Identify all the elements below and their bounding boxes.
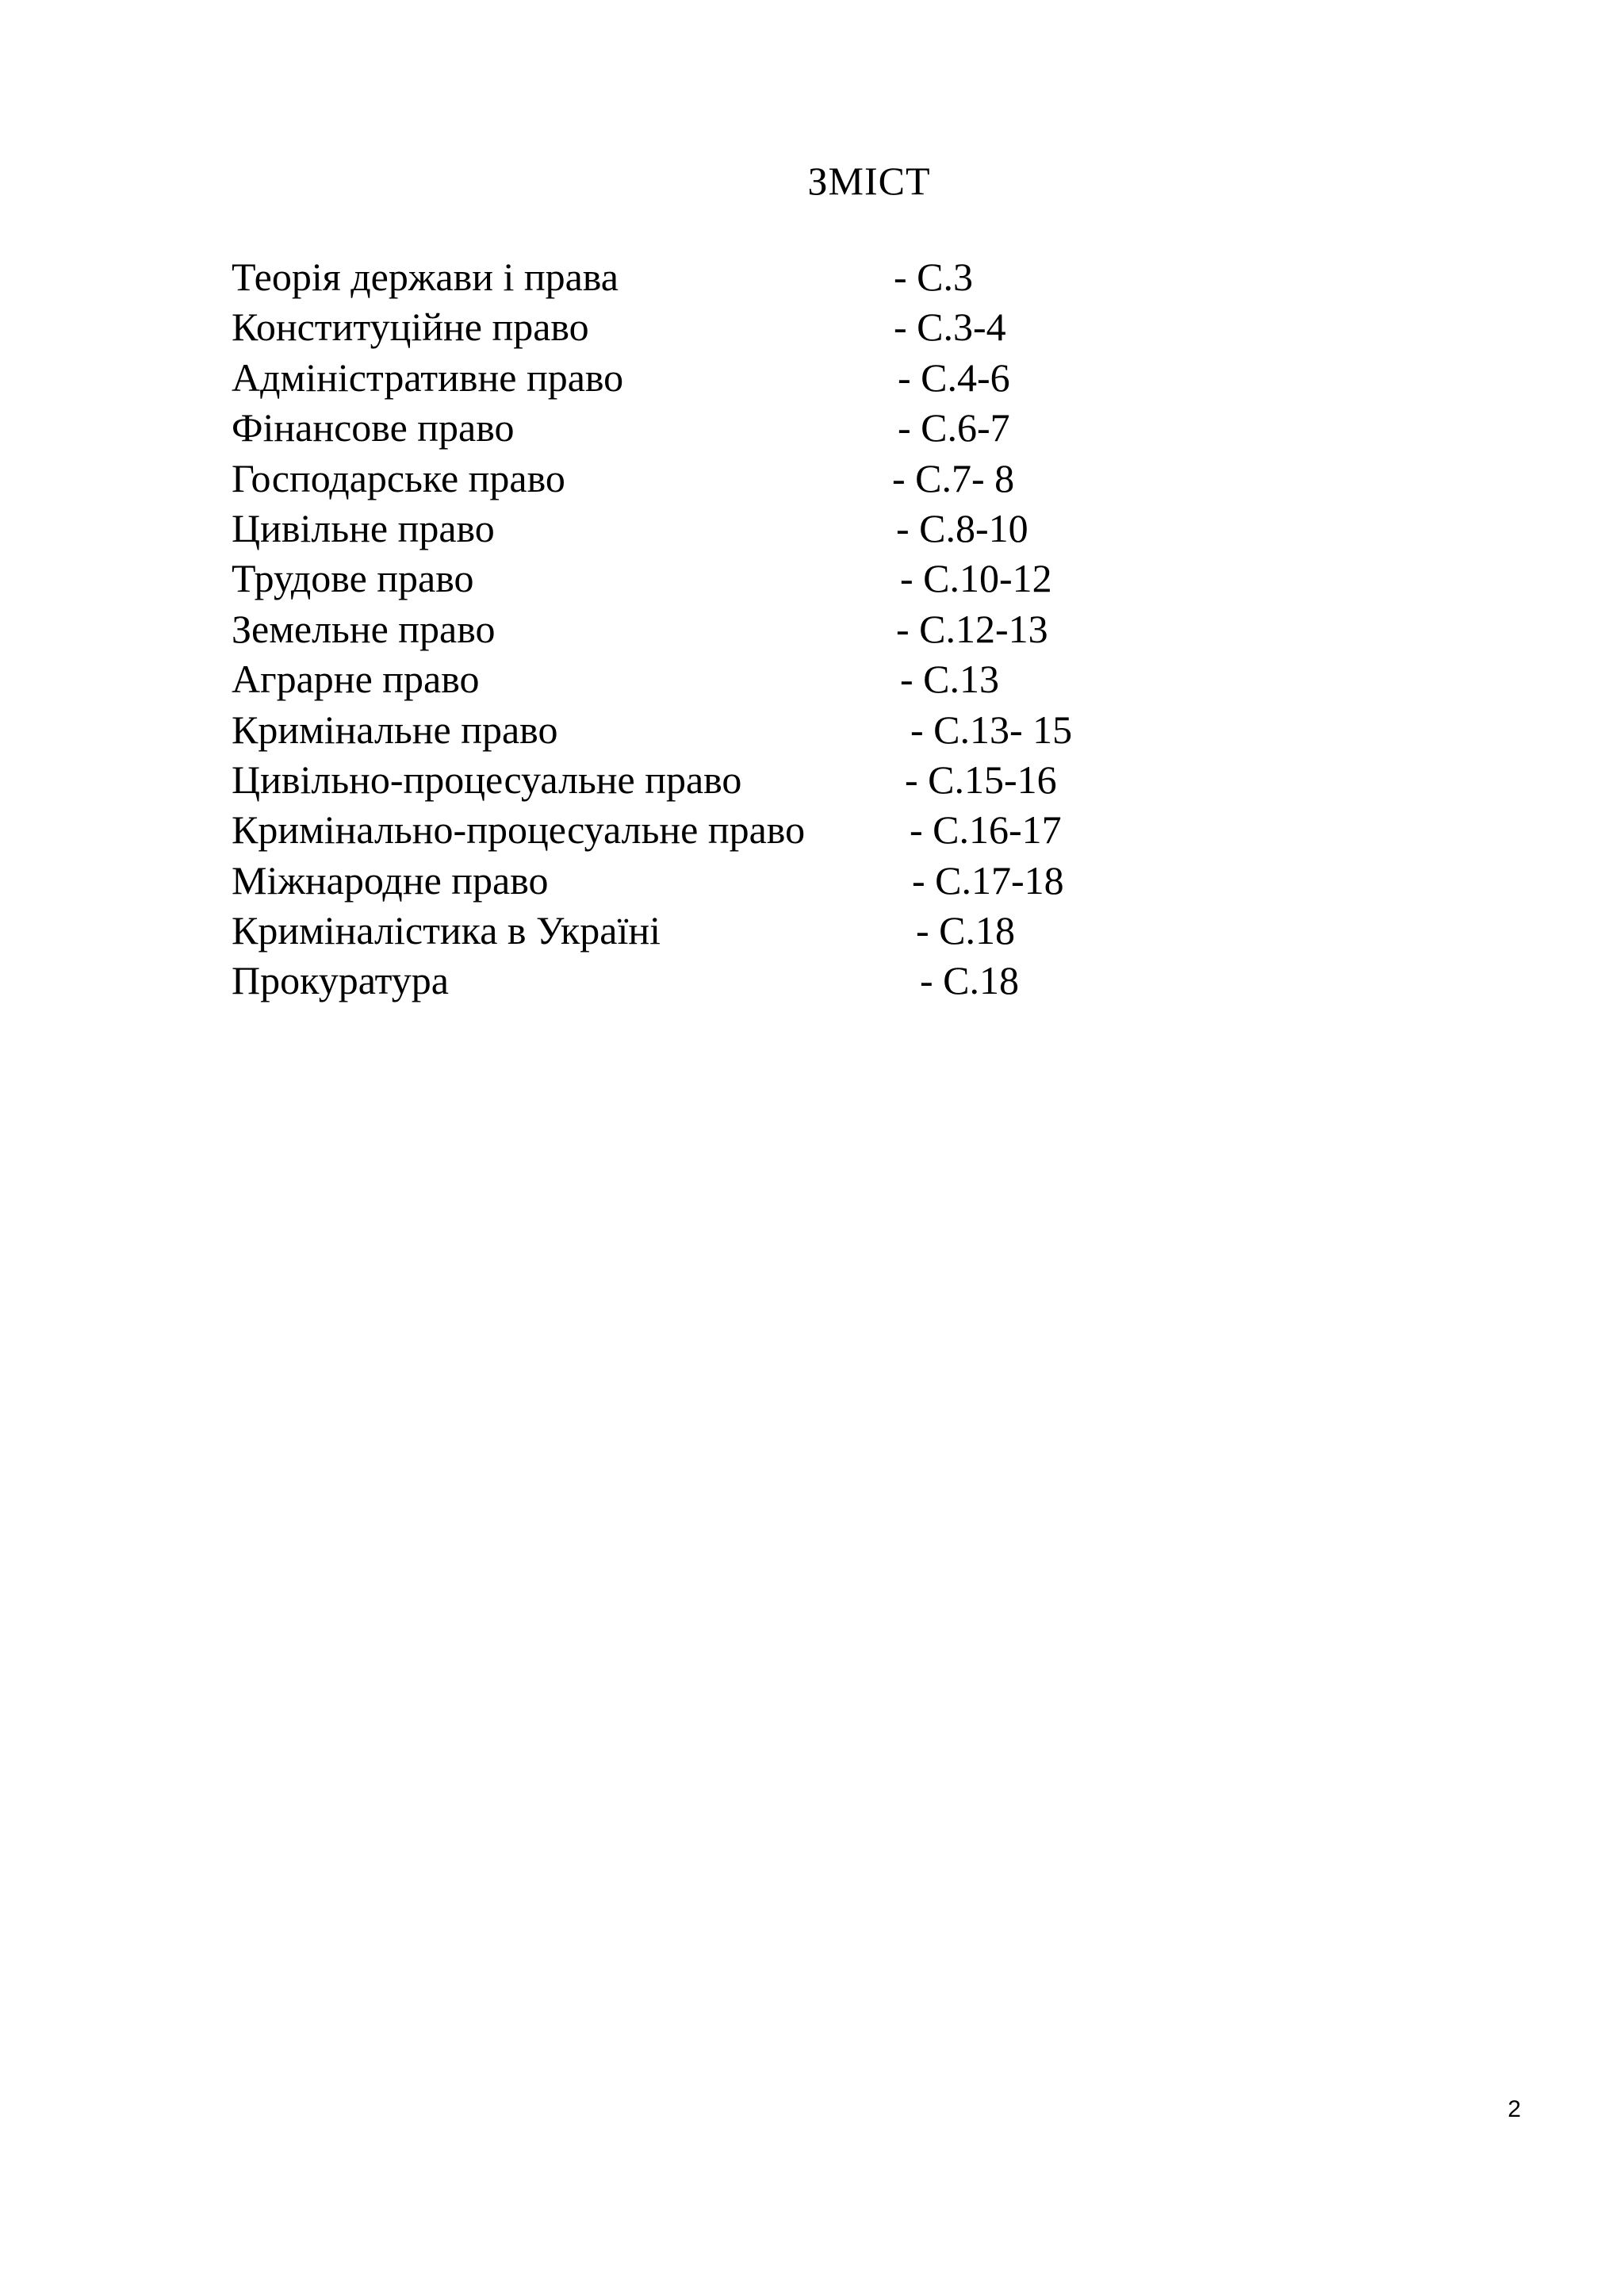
toc-entry bbox=[232, 604, 1421, 654]
toc-entry-title: Прокуратура bbox=[232, 958, 449, 1003]
toc-entry-page: - С.13 bbox=[900, 657, 999, 702]
toc-entry-page: - С.17-18 bbox=[912, 857, 1064, 903]
toc-entry-title: Цивільне право bbox=[232, 505, 495, 550]
toc-entry bbox=[232, 654, 1421, 704]
toc-entry bbox=[232, 454, 1421, 504]
toc-entry-title: Конституційне право bbox=[232, 305, 589, 350]
toc-entry bbox=[232, 956, 1421, 1006]
toc-entry-page: - С.18 bbox=[920, 958, 1019, 1003]
page-number: 2 bbox=[1507, 2096, 1521, 2122]
toc-entry bbox=[232, 353, 1421, 403]
toc-entry-page: - С.10-12 bbox=[900, 556, 1052, 601]
toc-entry-page: - С.8-10 bbox=[896, 505, 1028, 550]
toc-entry-title: Аграрне право bbox=[232, 657, 480, 702]
toc-entry-title: Трудове право bbox=[232, 556, 474, 601]
toc-entry bbox=[232, 403, 1421, 453]
toc-entry-title: Кримінально-процесуальне право bbox=[232, 807, 806, 853]
toc-entry-title: Господарське право bbox=[232, 455, 565, 500]
toc-entry bbox=[232, 504, 1421, 554]
toc-entry-title: Адміністративне право bbox=[232, 355, 624, 400]
toc-entry-page: - С.6-7 bbox=[898, 405, 1010, 450]
toc-entry-title: Криміналістика в Україні bbox=[232, 908, 661, 953]
toc-entry-title: Теорія держави і права bbox=[232, 255, 619, 299]
toc-entry-page: - С.12-13 bbox=[896, 606, 1048, 651]
toc-entry-page: - С.4-6 bbox=[898, 355, 1010, 400]
toc-entry bbox=[232, 805, 1421, 855]
toc-entry-page: - С.15-16 bbox=[905, 757, 1057, 802]
page-title: ЗМІСТ bbox=[807, 159, 931, 203]
toc-entry bbox=[232, 302, 1421, 352]
toc-entry-page: - С.3-4 bbox=[894, 305, 1006, 350]
toc-entry-title: Фінансове право bbox=[232, 405, 515, 450]
toc-entry-page: - С.13- 15 bbox=[910, 707, 1073, 752]
toc-entry-page: - С.18 bbox=[916, 908, 1015, 953]
toc-entry-title: Цивільно-процесуальне право bbox=[232, 757, 742, 802]
toc-entry-title: Міжнародне право bbox=[232, 857, 549, 903]
toc-entry-page: - С.16-17 bbox=[910, 807, 1062, 853]
toc-entry bbox=[232, 252, 1421, 302]
toc-entry-page: - С.3 bbox=[894, 255, 973, 299]
table-of-contents bbox=[232, 252, 1421, 1006]
toc-entry bbox=[232, 856, 1421, 906]
toc-entry bbox=[232, 554, 1421, 604]
toc-entry bbox=[232, 705, 1421, 755]
toc-entry bbox=[232, 906, 1421, 956]
toc-entry-title: Земельне право bbox=[232, 606, 496, 651]
toc-entry-title: Кримінальне право bbox=[232, 707, 558, 752]
toc-entry bbox=[232, 755, 1421, 805]
toc-entry-page: - С.7- 8 bbox=[892, 455, 1015, 500]
